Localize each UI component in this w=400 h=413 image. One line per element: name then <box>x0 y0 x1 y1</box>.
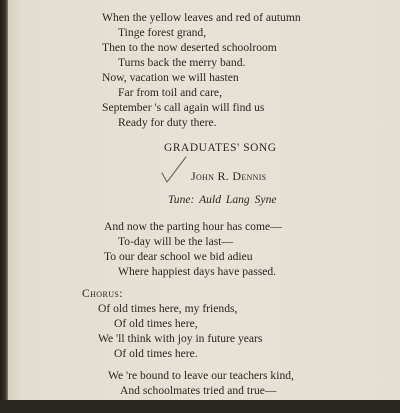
verse-one-line-4: Turns back the merry band. <box>118 56 246 69</box>
verse-two-line-3: To our dear school we bid adieu <box>104 250 253 263</box>
pencil-check-mark <box>160 155 190 187</box>
song-author: John R. Dennis <box>191 169 267 183</box>
chorus-line-1: Of old times here, my friends, <box>98 302 238 315</box>
verse-one-line-3: Then to the now deserted schoolroom <box>102 41 277 54</box>
book-page <box>8 0 400 412</box>
verse-one-line-2: Tinge forest grand, <box>118 26 207 39</box>
song-tune: Tune: Auld Lang Syne <box>168 193 277 206</box>
book-spine-edge <box>0 0 8 400</box>
verse-one-line-6: Far from toil and care, <box>118 86 222 99</box>
verse-one-line-1: When the yellow leaves and red of autumn <box>102 11 301 24</box>
chorus-line-2: Of old times here, <box>114 317 198 330</box>
verse-three-line-2: And schoolmates tried and true— <box>120 384 277 397</box>
verse-one-line-5: Now, vacation we will hasten <box>102 71 239 84</box>
chorus-line-3: We 'll think with joy in future years <box>98 332 263 345</box>
verse-one-line-7: September 's call again will find us <box>102 101 265 114</box>
song-title: GRADUATES' SONG <box>164 142 277 154</box>
verse-three-line-3: We 'll keep in memory each and all, <box>108 399 274 412</box>
verse-two-line-1: And now the parting hour has come— <box>104 220 282 233</box>
verse-one-line-8: Ready for duty there. <box>118 116 217 129</box>
chorus-line-4: Of old times here. <box>114 347 198 360</box>
chorus-label: Chorus: <box>82 287 123 300</box>
verse-two-line-4: Where happiest days have passed. <box>118 265 277 278</box>
verse-three-line-1: We 're bound to leave our teachers kind, <box>108 369 294 382</box>
verse-two-line-2: To-day will be the last— <box>118 235 234 248</box>
